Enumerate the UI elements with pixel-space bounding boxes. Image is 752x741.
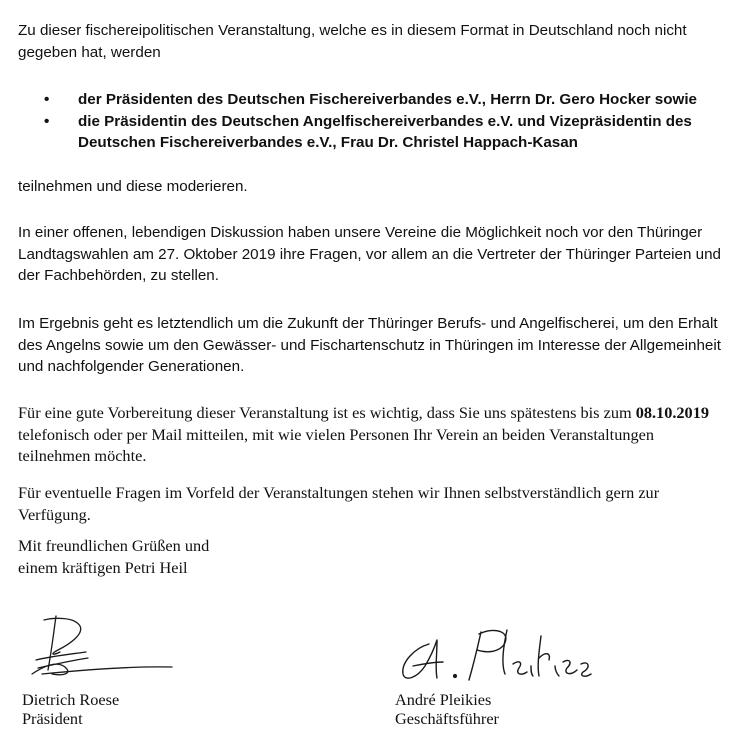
signatory-right-title: Geschäftsführer — [395, 709, 499, 728]
preparation-text-start: Für eine gute Vorbereitung dieser Veranstaltung ist es wichtig, dass Sie uns spätestens bis zum — [18, 403, 632, 422]
list-item — [42, 89, 732, 111]
deadline-date: 08.10.2019 — [635, 403, 709, 422]
preparation-text-end: telefonisch oder per Mail mitteilen, mit wie vielen Personen Ihr Verein an beiden Veranstaltungen teilnehmen möchte. — [18, 424, 654, 465]
signature-pleikies-icon — [395, 622, 595, 688]
signatory-left-name: Dietrich Roese — [22, 690, 120, 709]
signature-roese-icon — [22, 612, 182, 692]
moderator-list — [42, 89, 732, 154]
bullet-icon: • — [44, 91, 50, 108]
result-paragraph: Im Ergebnis geht es letztendlich um die Zukunft der Thüringer Berufs- und Angelfischerei, um den Erhalt des Angelns sowie um den Gewässer- und Fischartenschutz in Thüringen im Interesse der Allgemeinheit und nachfolgender Generationen. — [18, 315, 721, 375]
signatory-left — [22, 690, 119, 728]
questions-paragraph: Für eventuelle Fragen im Vorfeld der Veranstaltungen stehen wir Ihnen selbstverständlich gern zur Verfügung. — [18, 483, 660, 524]
signatory-left-title: Präsident — [22, 709, 83, 728]
after-bullets-line: teilnehmen und diese moderieren. — [18, 178, 248, 195]
bullet-icon: • — [44, 112, 50, 130]
preparation-paragraph — [18, 402, 730, 467]
intro-paragraph: Zu dieser fischereipolitischen Veranstaltung, welche es in diesem Format in Deutschland noch nicht gegeben hat, werden — [18, 22, 687, 61]
moderator-hocker: der Präsidenten des Deutschen Fischereiverbandes e.V., Herrn Dr. Gero Hocker sowie — [78, 91, 697, 108]
closing-line-1: Mit freundlichen Grüßen und — [18, 536, 210, 555]
list-item — [42, 111, 732, 154]
moderator-happach-kasan: die Präsidentin des Deutschen Angelfischereiverbandes e.V. und Vizepräsidentin des Deutschen Fischereiverbandes e.V., Frau Dr. Christel Happach-Kasan — [78, 112, 692, 151]
signatory-right — [395, 690, 499, 728]
closing — [18, 535, 730, 578]
discussion-paragraph: In einer offenen, lebendigen Diskussion haben unsere Vereine die Möglichkeit noch vor den Thüringer Landtagswahlen am 27. Oktober 2019 ihre Fragen, vor allem an die Vertreter der Thüringer Parteien und der Fachbehörden, zu stellen. — [18, 224, 721, 284]
closing-line-2: einem kräftigen Petri Heil — [18, 557, 188, 577]
signatory-right-name: André Pleikies — [395, 690, 492, 709]
